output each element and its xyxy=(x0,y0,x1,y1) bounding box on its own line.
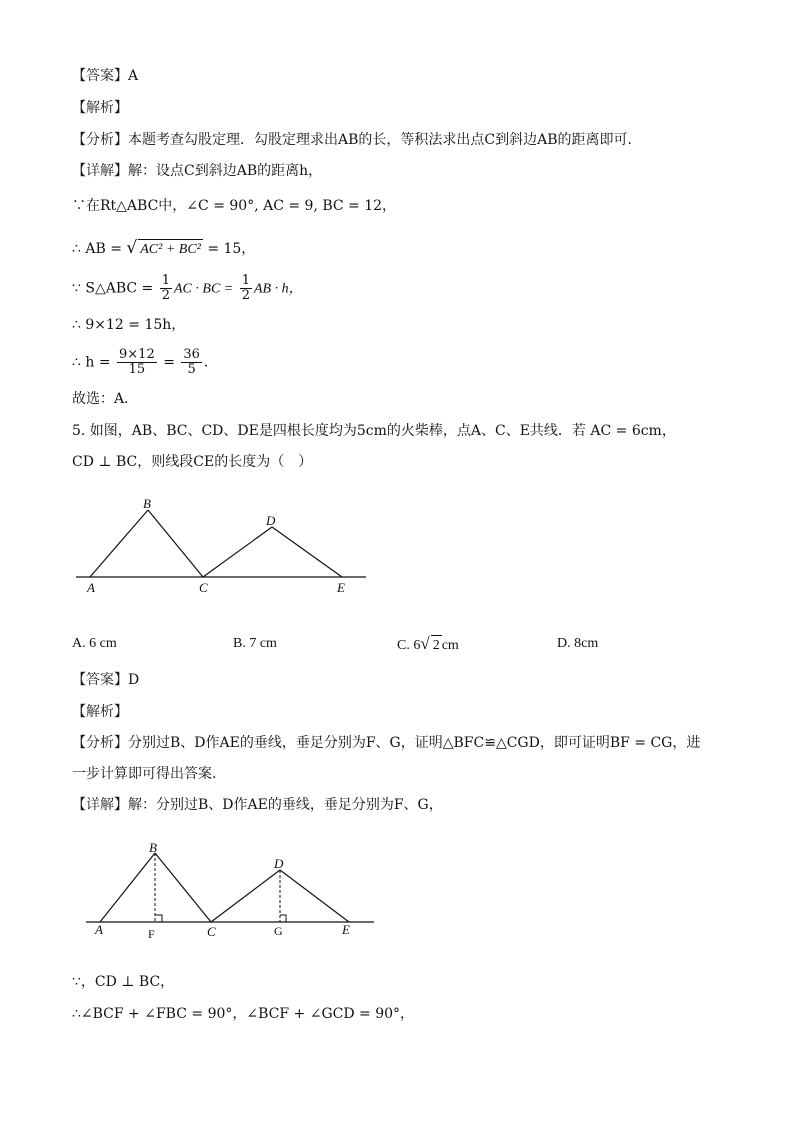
fraction-half-2: $\frac{1}{2}$ xyxy=(241,273,250,303)
fenxi-tag: 【分析】 xyxy=(72,735,128,751)
q4-choose: 故选：A． xyxy=(72,391,139,407)
right-angle-f xyxy=(155,915,162,922)
label-d: D xyxy=(274,856,284,871)
q5-answer-line xyxy=(72,670,139,690)
fenxi-text: 本题考查勾股定理．勾股定理求出AB的长，等积法求出点C到斜边AB的距离即可． xyxy=(128,132,642,148)
segment-de xyxy=(272,527,342,577)
fraction-step5-1: $\frac{9\times 12}{15}$ xyxy=(119,347,155,377)
detail-tag: 【详解】 xyxy=(72,797,128,813)
q4-detail-line xyxy=(72,161,322,181)
segment-cd xyxy=(211,870,280,922)
label-b: B xyxy=(149,840,157,855)
label-a: A xyxy=(95,922,103,937)
detail-tag: 【详解】 xyxy=(72,163,128,179)
step2-rhs: = 15， xyxy=(207,241,256,257)
segment-de xyxy=(280,870,349,922)
option-a[interactable]: A. 6 cm xyxy=(72,636,117,651)
q4-fenxi-line xyxy=(72,130,642,150)
label-g: G xyxy=(274,924,283,938)
q4-step-5 xyxy=(72,348,218,377)
segment-ab xyxy=(100,853,155,922)
fraction-step5-2: $\frac{36}{5}$ xyxy=(183,347,200,377)
step3-lhs: ∵ S△ABC = xyxy=(72,280,154,297)
q5-detail-line xyxy=(72,795,443,815)
analysis-tag: 【解析】 xyxy=(72,100,128,116)
answer-value: D xyxy=(128,672,140,688)
option-c[interactable] xyxy=(397,634,459,656)
q4-answer-line xyxy=(72,66,138,86)
option-d[interactable]: D. 8cm xyxy=(557,636,599,651)
q5-figure-2 xyxy=(80,836,380,946)
detail-text: 解：分别过B、D作AE的垂线，垂足分别为F、G， xyxy=(128,797,443,813)
q5-stem-2: CD ⊥ BC，则线段CE的长度为（ ） xyxy=(72,454,313,470)
fenxi-text-1: 分别过B、D作AE的垂线，垂足分别为F、G，证明△BFC≌△CGD，即可证明BF = CG，进 xyxy=(128,735,701,751)
fraction-half-1: $\frac{1}{2}$ xyxy=(161,273,170,303)
segment-bc xyxy=(148,510,203,577)
step3-mid: AC · BC = xyxy=(174,281,234,297)
label-c: C xyxy=(199,580,208,595)
option-c-radicand: 2 xyxy=(431,635,442,656)
detail-text: 解：设点C到斜边AB的距离h， xyxy=(128,163,323,179)
step5-eq: = xyxy=(163,354,175,371)
label-d: D xyxy=(266,513,276,528)
q4-step-1: ∵在Rt△ABC中，∠C = 90°, AC = 9, BC = 12， xyxy=(72,198,397,214)
step5-end: ． xyxy=(203,354,218,371)
label-f: F xyxy=(148,927,155,941)
option-b[interactable]: B. 7 cm xyxy=(233,636,277,651)
radical-sign: √ xyxy=(420,634,430,653)
step3-end: AB · h， xyxy=(253,281,303,297)
q5-stem-1: 5. 如图，AB、BC、CD、DE是四根长度均为5cm的火柴棒，点A、C、E共线．若 AC = 6cm， xyxy=(72,423,676,439)
radical-sign: √ xyxy=(126,238,138,258)
fenxi-tag: 【分析】 xyxy=(72,132,128,148)
q4-step-3 xyxy=(72,274,303,303)
right-angle-g xyxy=(280,915,286,922)
answer-tag: 【答案】 xyxy=(72,672,128,688)
q5-step-2: ∴∠BCF + ∠FBC = 90°，∠BCF + ∠GCD = 90°， xyxy=(72,1006,415,1022)
label-a: A xyxy=(87,580,95,595)
q5-figure xyxy=(70,490,380,600)
option-c-unit: cm xyxy=(441,638,459,653)
option-c-prefix: C. 6 xyxy=(397,638,421,653)
answer-value: A xyxy=(128,68,139,84)
q5-step-1: ∵，CD ⊥ BC， xyxy=(72,974,175,990)
q4-step-4: ∴ 9×12 = 15h， xyxy=(72,317,186,333)
answer-tag: 【答案】 xyxy=(72,68,128,84)
segment-bc xyxy=(155,853,211,922)
q4-step-2 xyxy=(72,238,255,260)
step2-lhs: ∴ AB = xyxy=(72,241,122,257)
step5-lhs: ∴ h = xyxy=(72,354,111,371)
segment-cd xyxy=(203,527,272,577)
segment-ab xyxy=(90,510,148,577)
analysis-tag: 【解析】 xyxy=(72,704,128,720)
step2-radicand: AC² + BC² xyxy=(138,239,203,260)
q5-fenxi-line-2: 一步计算即可得出答案． xyxy=(72,766,226,782)
label-e: E xyxy=(342,922,350,937)
label-e: E xyxy=(337,580,345,595)
q5-fenxi-line-1 xyxy=(72,733,700,753)
label-c: C xyxy=(207,924,216,939)
label-b: B xyxy=(143,496,151,511)
